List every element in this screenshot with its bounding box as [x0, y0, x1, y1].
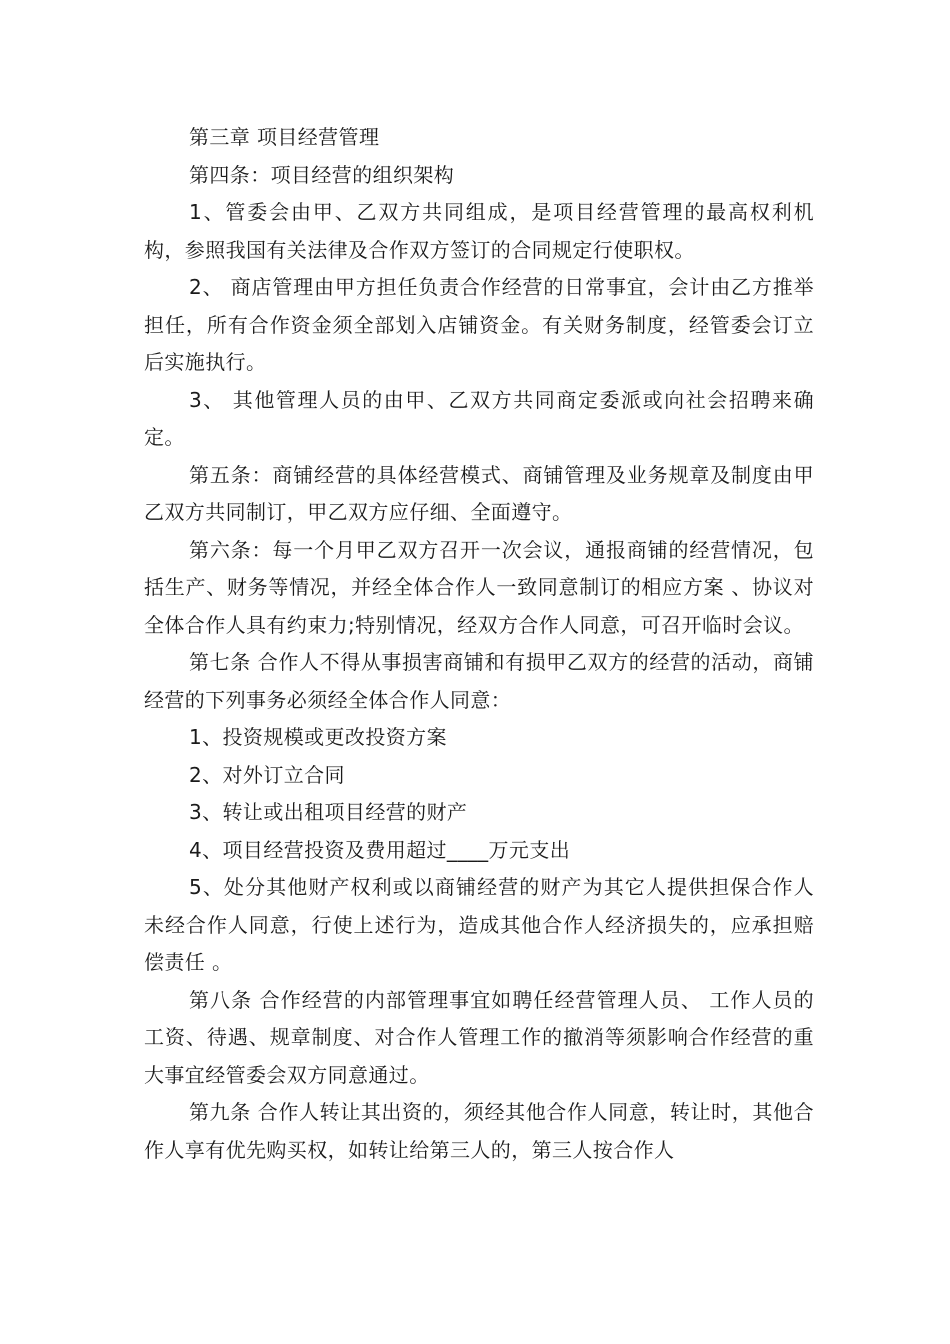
- article-7: 第七条 合作人不得从事损害商铺和有损甲乙双方的经营的活动，商铺经营的下列事务必须经全体合作人同意：: [144, 650, 814, 712]
- article-6: 第六条：每一个月甲乙双方召开一次会议，通报商铺的经营情况，包括生产、财务等情况，并经全体合作人一致同意制订的相应方案 、协议对全体合作人具有约束力;特别情况，经双方合作人同意，可召开临时会议。: [144, 537, 814, 637]
- article-4-item-2: 2、 商店管理由甲方担任负责合作经营的日常事宜，会计由乙方推举担任，所有合作资金须全部划入店铺资金。有关财务制度，经管委会订立后实施执行。: [144, 275, 814, 374]
- chapter-heading: 第三章 项目经营管理: [189, 125, 380, 149]
- document-body: [144, 119, 814, 1169]
- article-7-item-3: 3、转让或出租项目经营的财产: [189, 800, 468, 824]
- article-7-item-1: 1、投资规模或更改投资方案: [189, 725, 447, 749]
- article-7-item-2: 2、对外订立合同: [189, 762, 345, 787]
- article-4-item-1: 1、管委会由甲、乙双方共同组成，是项目经营管理的最高权利机构，参照我国有关法律及合作双方签订的合同规定行使职权。: [144, 200, 814, 262]
- article-5: 第五条：商铺经营的具体经营模式、商铺管理及业务规章及制度由甲乙双方共同制订，甲乙双方应仔细、全面遵守。: [144, 462, 814, 524]
- article-4-item-3: 3、 其他管理人员的由甲、乙双方共同商定委派或向社会招聘来确定。: [144, 387, 814, 449]
- article-7-item-5: 5、处分其他财产权利或以商铺经营的财产为其它人提供担保合作人未经合作人同意，行使上述行为，造成其他合作人经济损失的，应承担赔偿责任 。: [144, 875, 814, 974]
- article-9: 第九条 合作人转让其出资的，须经其他合作人同意，转让时，其他合作人享有优先购买权，如转让给第三人的，第三人按合作人: [144, 1100, 814, 1162]
- article-8: 第八条 合作经营的内部管理事宜如聘任经营管理人员、 工作人员的工资、待遇、规章制度、对合作人管理工作的撤消等须影响合作经营的重大事宜经管委会双方同意通过。: [144, 987, 814, 1087]
- article-7-item-4: 4、项目经营投资及费用超过____万元支出: [189, 837, 571, 862]
- article-4-heading: 第四条：项目经营的组织架构: [189, 162, 455, 187]
